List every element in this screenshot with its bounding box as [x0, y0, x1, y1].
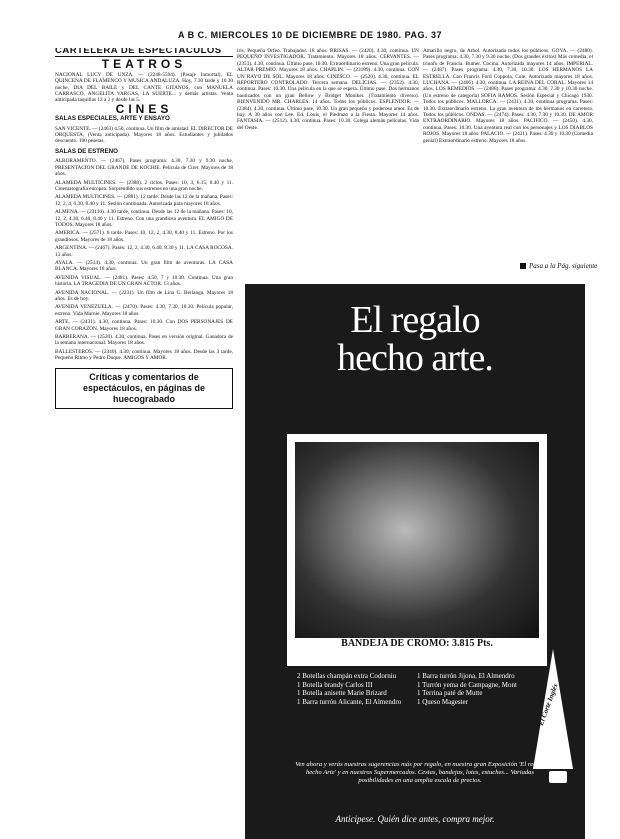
column-3-text: Amarillo negro, de Arbol. Autorizada todos los públicos. GOYA. — (2480). Pases programa: 4.30, 7.30 y 9.30 noche. (Dos grandes éxitos) Más comedia, el triunfo de Francia. Bumer. Cocina. Autorizada mayores 14 años. IMPERIAL. — (2487). Pases programa: 4.30, 7.30, 10.30. LOS HERMANOS LA ESTRELLA. Con Francis Ford Coppola, Cole. Autorizado mayores 18 años. LUCHANA. — (2406). 4.30, continua. LA REINA DEL CORAL. Mayores 14 años. LOS REMEDIOS. — (2488). Pases programa: 4.30, 7.30 y 10.30 noche. (Un estreno de categoría) SOFIA RAMOS. Sesión Especial y Chicago 1930. Todos los públicos. MALLORCA. — (2431). 4.30, continua programa. Pases: 10.30. Extraordinario estreno. La gran aventura de los hermanos en carretera. Todos los públicos. ONDAS. — (2474). Pases: 4.30, 7.30 y 10.30. DE AMOR EXTRAORDINARIO. Mayores 18 años. PACIFICO. — (2450). 4.30, continua. Pases: 10.30. Una aventura real con los personajes y LOS DIABLOS ROJOS. Mayores 18 años. PALACIO. — (2431). Pases: 4.30 y 10.30 (Comedia genial) Extraordinario estreno. Mayores 18 años.	[423, 48, 593, 144]
brand-logo: El Corte Inglés	[537, 682, 560, 727]
salas-especiales-heading: SALAS ESPECIALES, ARTE Y ENSAYO	[55, 115, 170, 123]
listing-entry: BARBERANA. — (2520). 4.30, continua. Pases en versión original. Ganadora de la semana internacional. Mayores 18 años.	[55, 334, 233, 347]
salas-estreno-heading: SALAS DE ESTRENO	[55, 147, 118, 155]
gift-item: 1 Barra turrón Jijona, El Almendro	[417, 672, 515, 680]
ad-body-text: Ven ahora y verás nuestras sugerencias más por regalo, en nuestra gran Exposición 'El regalo hecho Arte' y en nuestros Supermercados. Cestas, bandejas, lotes, estuches... Variadas posibilidades en una amplia escala de precios.	[295, 761, 545, 785]
listings-column-3	[423, 48, 593, 270]
gift-items-right	[417, 672, 537, 706]
shopping-bag-icon	[549, 771, 567, 783]
gift-item: 1 Barra turrón Alicante, El Almendro	[297, 697, 402, 706]
listings-column-1	[55, 48, 233, 805]
listing-entry: AYALA. — (2514). 4.30, continua. Un gran film de aventuras. LA CASA BLANCA. Mayores 18 años.	[55, 259, 233, 273]
listings-column-2	[237, 48, 419, 270]
advertisement	[245, 284, 585, 839]
logo-triangle-icon	[533, 649, 573, 769]
section-title: CARTELERA DE ESPECTACULOS	[55, 48, 233, 57]
ad-title-line-1: El regalo	[350, 299, 480, 341]
teatros-text: NACIONAL LUCY DE UNZA. — (2248-5594). (Pasaje Inmortal), EL QUINCENA DE FLAMENCO Y MUSICA ANDALUZA. Hoy, 7.30 tarde y 10.30 noche, DIA DEL BAILE y DEL CANTE GITANOS, con MANUELA CARRASCO, ANGELITA VARGAS, LA SUERTE... y demás artistas. Venta anticipada taquillas 12 a 2 y desde las 5.	[55, 71, 233, 104]
page-header: A B C. MIERCOLES 10 DE DICIEMBRE DE 1980. PAG. 37	[177, 30, 443, 40]
gift-item: 1 Botella anisette Marie Brizard	[297, 689, 387, 697]
listing-entry: ALBORAMENTO. — (2467). Pases programa: 4.30, 7.30 y 9.30 noche, PRESENTACION DEL GRANDE DE KOCHIE. Película de Cirer. Mayores de 18 años.	[55, 158, 233, 178]
column-2-text: iris, Pequeña Orfeo. Trabajador. 18 años. BRISAS. — (2420). 4.30, continua. UN PEQUEÑO INVESTIGADOR. Tratamiento. Mayores 18 años. CERVANTES. — (2351). 4.30, continua. Último pase, 10.30. Extraordinario estreno. Una gran película. ALTAR PREMIO. Mayores 18 años. CHAPLIN. — (23189). 4.30, continua. CON UN RAYO DE SOL. Mayores 18 años. CINESCO. — (2520). 4.30, continua. EL REPORTERO CONTROLADO. Tercera semana. DELICIAS. — (2352). 4.30, continua. Pases: 10.30. Una película en la que se espera. Último pase. Dos hermanos bautizados con un gran Bellow y Bridget Moniker. (Tratamiento diverso). BIENVENIDO MR. CHARLES. 14 años. Todos los públicos. ESPLENDOR. — (2384). 4.30, continua. Último pase, 10.30. Un gran pequeño y poderoso amor. Es de hoy. A 30 años con Lee. Ed. Louis, el Piedrazo a la Fiesta. Mayores 14 años. FANTASIA. — (2512). 4.30, continua. Pases: 10.30. Colega alemán películas. Vida del Oeste.	[237, 48, 419, 131]
teatros-heading: TEATROS	[101, 57, 187, 72]
listing-entry: ALAMEDA MULTICINES. — (2388). 2 ciclos. Pases: 10, 3, 6.15, 8.40 y 11. Cinematografía europea. Sorprendido sus estrenos en una gran noche.	[55, 179, 233, 192]
ad-product-photo	[287, 434, 547, 666]
gift-item: 1 Botella brandy Carlos III	[297, 680, 373, 689]
gift-item: 1 Queso Magester	[417, 697, 468, 706]
gift-item: 2 Botellas champán extra Codorniu	[297, 672, 397, 680]
especiales-text: SAN VICENTE. — (2463) 4.50, continua. Un film de amistad. EL DIRECTOR DE ORQUESTA, (Venta anticipada). Mayores 18 años. Estudiantes y jubilados descuento. 100 pesetas.	[55, 125, 233, 145]
critics-note-box: Críticas y comentarios de espectáculos, en páginas de huecograbado	[55, 368, 233, 409]
gift-item: 1 Turrón yema de Campagne, Mont	[417, 680, 517, 689]
ad-slogan: Anticipese. Quién dice antes, compra mejor.	[335, 814, 495, 824]
listing-entry: AMERICA. — (2571). 6 tarde. Pases: 10, 12, 2, 4.30, 8.40 y 11. Estreno. Por los grandiosos. Mayores de 18 años.	[55, 230, 233, 243]
listing-entry: ARTE. — (2431). 4.30, continua. Pases: 10.30. Con DOS PERSONAJES DE GRAN CORAZON. Mayores 18 años.	[55, 319, 233, 332]
gift-items-left	[297, 672, 417, 706]
listing-entry: ARGENTINA. — (2467). Pases: 12, 2, 4.30, 6.40, 8.30 y 11. LA CASA ROCOSA. 13 años.	[55, 245, 233, 258]
listing-entry: AVENIDA NACIONAL. — (2231). Un film de Lina G. Berlanga. Mayores 18 años. Es de hoy.	[55, 289, 233, 302]
photo-caption: BANDEJA DE CROMO: 3.815 Pts.	[341, 638, 493, 649]
listing-entry: AVENIDA VENEZUELA. — (2470). Pases: 4.30, 7.30, 10.30. Película popular, estreno. Vida Marnie. Mayores 18 años.	[55, 304, 233, 317]
gift-item: 1 Terrina paté de Mutte	[417, 689, 483, 697]
continued-note-text: Pasa a la Pág. siguiente	[529, 262, 598, 270]
ad-title-line-2: hecho arte.	[337, 337, 493, 379]
continued-note	[520, 262, 597, 270]
listing-entry: ALMENA. — (23116). 4.30 tarde, continua. Desde las 12 de la mañana. Pases: 10, 12, 2, 4.30, 6.40, 8.40 y 11. Estreno. Con una grandiosa aventura. EL AMIGO DE TODOS. Mayores 18 años.	[55, 209, 233, 228]
listing-entry: AVENIDA VISUAL. — (2481). Pases: 4.50, 7 y 10.30. Continua. Una gran historia. LA TRAGEDIA DE UN GRAN ACTOR. 13 años.	[55, 274, 233, 288]
listing-entry: BALLESTEROS. — (2340). 4.30, continua. Mayores 18 años. Desde las 3 tarde, Pequeño Ritmo y Pedro Duque. AMIGOS Y AMOR.	[55, 348, 233, 362]
gift-tray-image	[295, 442, 539, 638]
square-bullet-icon	[520, 263, 526, 269]
cines-heading: CINES	[115, 101, 173, 116]
listing-entry: ALAMEDA MULTICINES. — (2881). 12 tarde. Desde las 12 de la mañana. Pases: 12, 2, 4, 6.30, 8.40 y 11. Sesión continuada. Autorizada para mayores 18 años.	[55, 194, 233, 207]
estreno-list	[55, 158, 233, 361]
